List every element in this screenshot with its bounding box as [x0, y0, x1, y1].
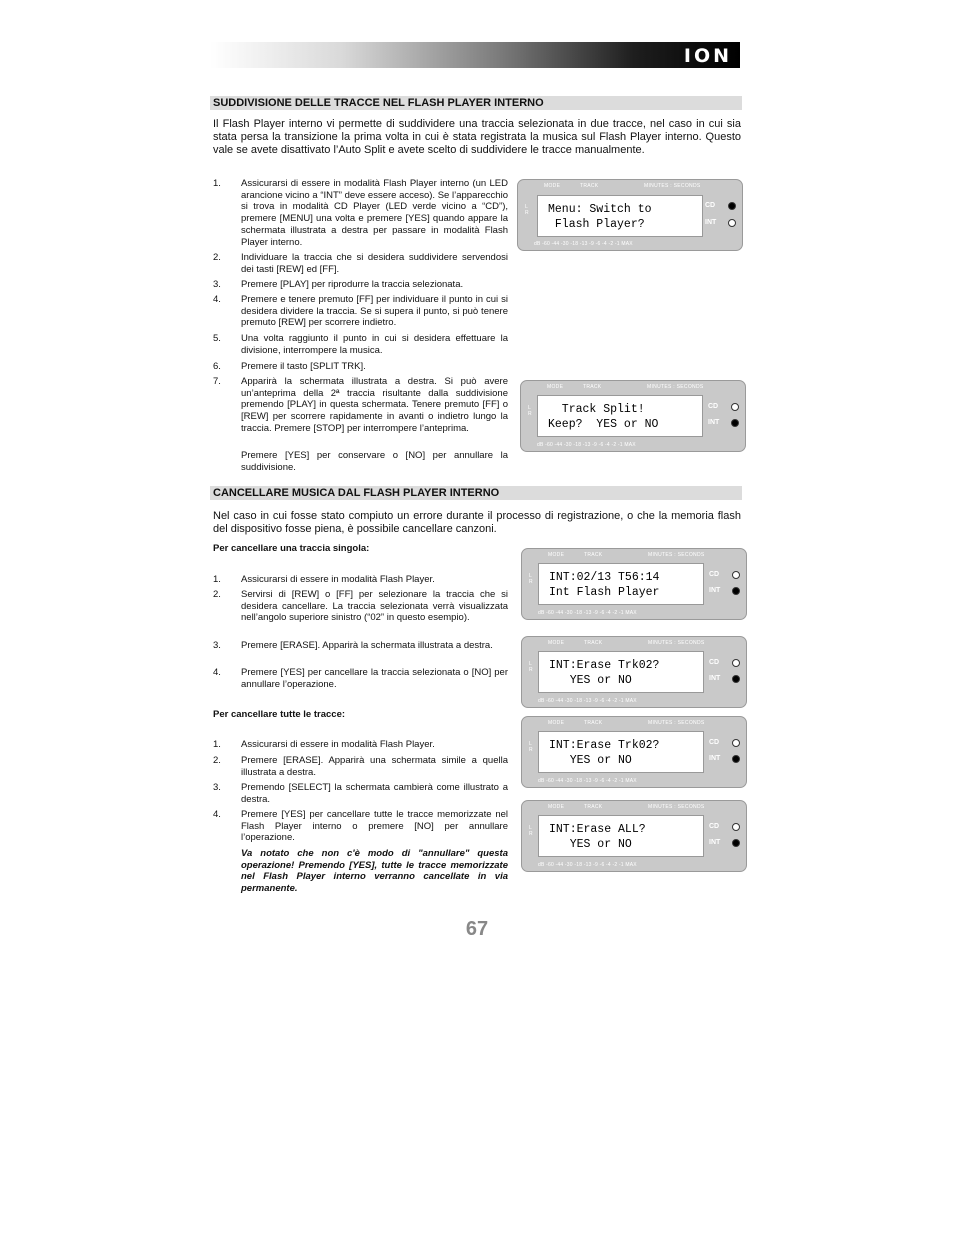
- subheading-all: Per cancellare tutte le tracce:: [213, 709, 346, 720]
- list-item: 2. Premere [ERASE]. Apparirà una schermata simile a quella illustrata a destra.: [213, 755, 508, 778]
- list-item: 7. Apparirà la schermata illustrata a destra. Si può avere un’anteprima della 2ª traccia risultante dalla suddivisione premendo [PLAY] in questa schermata. Tenere premuto [FF] o [REW] per scorrere rapidamente in avanti o indietro lungo la traccia. Premere [STOP] per interrompere l’anteprima.: [213, 376, 508, 434]
- int-led-icon: [732, 839, 740, 847]
- list-item: Premere [YES] per conservare o [NO] per annullare la suddivisione.: [241, 450, 508, 473]
- lcd-screen: INT:Erase ALL? YES or NO: [538, 815, 704, 857]
- cd-led-icon: [732, 659, 740, 667]
- header-banner: [210, 42, 740, 68]
- int-led-icon: [732, 587, 740, 595]
- list-item: 4. Premere e tenere premuto [FF] per individuare il punto in cui si desidera dividere la traccia. Se si supera il punto, si può tenere premuto [REW] per scorrere indietro.: [213, 294, 508, 329]
- section-title-split: SUDDIVISIONE DELLE TRACCE NEL FLASH PLAYER INTERNO: [210, 96, 742, 110]
- warning-note: Va notato che non c'è modo di "annullare" questa operazione! Premendo [YES], tutte le tracce memorizzate nel Flash Player interno verranno cancellate in via permanente.: [241, 848, 508, 895]
- cd-led-icon: [728, 202, 736, 210]
- page-number: 67: [465, 918, 489, 940]
- lcd-display: MODE TRACK MINUTES : SECONDS L R INT:02/13 T56:14 Int Flash Player CD INT dB -60 -44 -30 -18 -13 -9 -6 -4 -2 -1 MAX: [521, 548, 747, 620]
- int-led-icon: [732, 675, 740, 683]
- int-led-icon: [731, 419, 739, 427]
- section-intro-erase: Nel caso in cui fosse stato compiuto un errore durante il processo di registrazione, o che la memoria flash del dispositivo fosse piena, è possibile cancellare canzoni.: [213, 510, 741, 535]
- lcd-screen: INT:Erase Trk02? YES or NO: [538, 731, 704, 773]
- cd-led-icon: [732, 739, 740, 747]
- section-intro-split: Il Flash Player interno vi permette di suddividere una traccia selezionata in due tracce, nel caso in cui sia stata persa la transizione la prima volta in cui è stata registrata la musica sul Flash Player interno. Questo vale se avete disattivato l’Auto Split e avete scelto di suddividere le tracce manualmente.: [213, 118, 741, 156]
- lcd-screen: Menu: Switch to Flash Player?: [537, 195, 703, 237]
- list-item: 1. Assicurarsi di essere in modalità Flash Player.: [213, 739, 435, 750]
- list-item: 4. Premere [YES] per cancellare tutte le tracce memorizzate nel Flash Player interno o premere [NO] per annullare l’operazione.: [213, 809, 508, 844]
- cd-led-icon: [732, 571, 740, 579]
- list-item: 1. Assicurarsi di essere in modalità Flash Player interno (un LED arancione vicino a “INT” deve essere acceso). Se l’apparecchio si trova in modalità CD Player (LED verde vicino a “CD”), premere [MENU] una volta e premere [YES] quando appare la schermata illustrata a destra per passare in modalità Flash Player interno.: [213, 178, 508, 248]
- list-item: 3. Premere [PLAY] per riprodurre la traccia selezionata.: [213, 279, 464, 290]
- list-item: 5. Una volta raggiunto il punto in cui si desidera effettuare la divisione, interrompere la musica.: [213, 333, 508, 356]
- int-led-icon: [732, 755, 740, 763]
- lcd-screen: INT:Erase Trk02? YES or NO: [538, 651, 704, 693]
- lcd-screen: INT:02/13 T56:14 Int Flash Player: [538, 563, 704, 605]
- list-item: 3. Premendo [SELECT] la schermata cambierà come illustrato a destra.: [213, 782, 508, 805]
- list-item: 2. Servirsi di [REW] o [FF] per selezionare la traccia che si desidera cancellare. La traccia selezionata verrà visualizzata nell’angolo superiore sinistro (“02” in questo esempio).: [213, 589, 508, 624]
- lcd-display: MODE TRACK MINUTES : SECONDS L R Menu: Switch to Flash Player? CD INT dB -60 -44 -30 -18 -13 -9 -6 -4 -2 -1 MAX: [517, 179, 743, 251]
- cd-led-icon: [732, 823, 740, 831]
- lcd-display: MODE TRACK MINUTES : SECONDS L R Track Split! Keep? YES or NO CD INT dB -60 -44 -30 -18 -13 -9 -6 -4 -2 -1 MAX: [520, 380, 746, 452]
- list-item: 6. Premere il tasto [SPLIT TRK].: [213, 361, 366, 372]
- list-item: 2. Individuare la traccia che si desidera suddividere servendosi dei tasti [REW] ed [FF].: [213, 252, 508, 275]
- subheading-single: Per cancellare una traccia singola:: [213, 543, 370, 554]
- cd-led-icon: [731, 403, 739, 411]
- list-item: 3. Premere [ERASE]. Apparirà la schermata illustrata a destra.: [213, 640, 493, 651]
- list-item: 1. Assicurarsi di essere in modalità Flash Player.: [213, 574, 435, 585]
- lcd-display: MODE TRACK MINUTES : SECONDS L R INT:Erase Trk02? YES or NO CD INT dB -60 -44 -30 -18 -13 -9 -6 -4 -2 -1 MAX: [521, 636, 747, 708]
- section-title-erase: CANCELLARE MUSICA DAL FLASH PLAYER INTERNO: [210, 486, 742, 500]
- list-item: 4. Premere [YES] per cancellare la traccia selezionata o [NO] per annullare l’operazione.: [213, 667, 508, 690]
- lcd-screen: Track Split! Keep? YES or NO: [537, 395, 703, 437]
- lcd-display: MODE TRACK MINUTES : SECONDS L R INT:Erase Trk02? YES or NO CD INT dB -60 -44 -30 -18 -13 -9 -6 -4 -2 -1 MAX: [521, 716, 747, 788]
- ion-logo: ION: [683, 45, 732, 67]
- int-led-icon: [728, 219, 736, 227]
- lcd-display: MODE TRACK MINUTES : SECONDS L R INT:Erase ALL? YES or NO CD INT dB -60 -44 -30 -18 -13 -9 -6 -4 -2 -1 MAX: [521, 800, 747, 872]
